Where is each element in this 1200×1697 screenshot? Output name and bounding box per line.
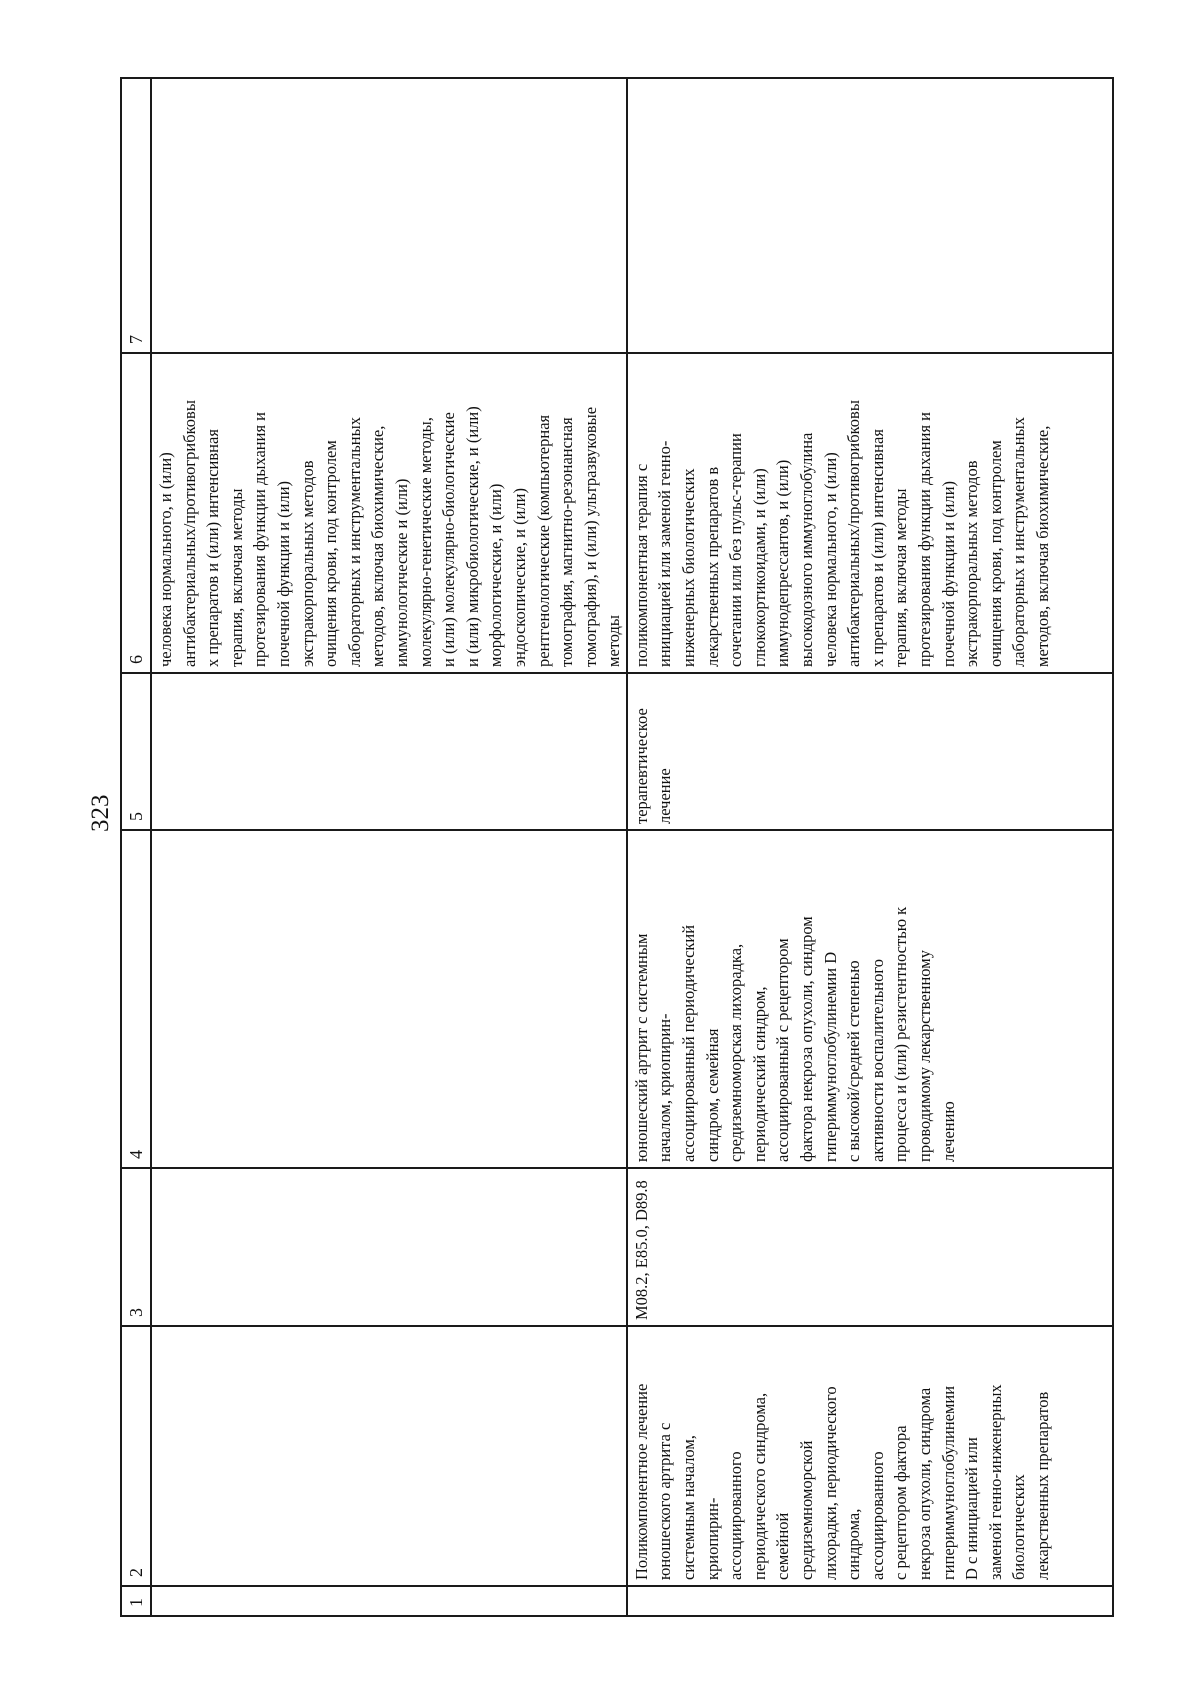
cell-patient-model: юношеский артрит с системным началом, криопирин- ассоциированный периодический синдром, семейная средиземноморская лихорадка, периодический синдром, ассоциированный с рецептором фактора некроза опухоли, синдром гипериммуноглобулинемии D с высокой/средней степенью активности воспалительного процесса и (или) резистентностью к проводимому лекарственному лечению <box>627 830 1113 1168</box>
column-number-7: 7 <box>121 78 151 353</box>
cell-treatment-method: поликомпонентная терапия с инициацией или заменой генно- инженерных биологических лекарственных препаратов в сочетании или без пульс-терапии глюкокортикоидами, и (или) иммунодепрессантов, и (или) высокодозного иммуноглобулина человека нормального, и (или) антибактериальных/противогрибковы х препаратов и (или) интенсивная терапия, включая методы протезирования функции дыхания и почечной функции и (или) экстракорпоральных методов очищения крови, под контролем лабораторных и инструментальных методов, включая биохимические, <box>627 353 1113 673</box>
cell-cost <box>151 78 627 353</box>
column-number-4: 4 <box>121 830 151 1168</box>
cell-cost <box>627 78 1113 353</box>
cell-patient-model <box>151 830 627 1168</box>
cell-service-name: Поликомпонентное лечение юношеского артрита с системным началом, криопирин- ассоциированного периодического синдрома, семейной средиземноморской лихорадки, периодического синдрома, ассоциированного с рецептором фактора некроза опухоли, синдрома гипериммуноглобулинемии D с инициацией или заменой генно-инженерных биологических лекарственных препаратов <box>627 1326 1113 1586</box>
page-number: 323 <box>87 794 114 832</box>
cell-treatment-method: человека нормального, и (или) антибактериальных/противогрибковы х препаратов и (или) интенсивная терапия, включая методы протезирования функции дыхания и почечной функции и (или) экстракорпоральных методов очищения крови, под контролем лабораторных и инструментальных методов, включая биохимические, иммунологические и (или) молекулярно-генетические методы, и (или) молекулярно-биологические и (или) микробиологические, и (или) морфологические, и (или) эндоскопические, и (или) рентгенологические (компьютерная томография, магнитно-резонансная томография), и (или) ультразвуковые методы <box>151 353 627 673</box>
cell-treatment-type <box>151 673 627 830</box>
column-number-2: 2 <box>121 1326 151 1586</box>
cell-icd-codes <box>151 1168 627 1326</box>
rotated-table-wrapper <box>120 79 1082 1617</box>
cell-index <box>151 1586 627 1616</box>
cell-index <box>627 1586 1113 1616</box>
medical-services-table <box>120 77 1114 1617</box>
table-row <box>151 78 627 1616</box>
column-number-3: 3 <box>121 1168 151 1326</box>
cell-treatment-type: терапевтическое лечение <box>627 673 1113 830</box>
column-number-1: 1 <box>121 1586 151 1616</box>
column-number-6: 6 <box>121 353 151 673</box>
column-number-5: 5 <box>121 673 151 830</box>
table-header-row <box>121 78 151 1616</box>
cell-service-name <box>151 1326 627 1586</box>
cell-icd-codes: M08.2, E85.0, D89.8 <box>627 1168 1113 1326</box>
table-row <box>627 78 1113 1616</box>
